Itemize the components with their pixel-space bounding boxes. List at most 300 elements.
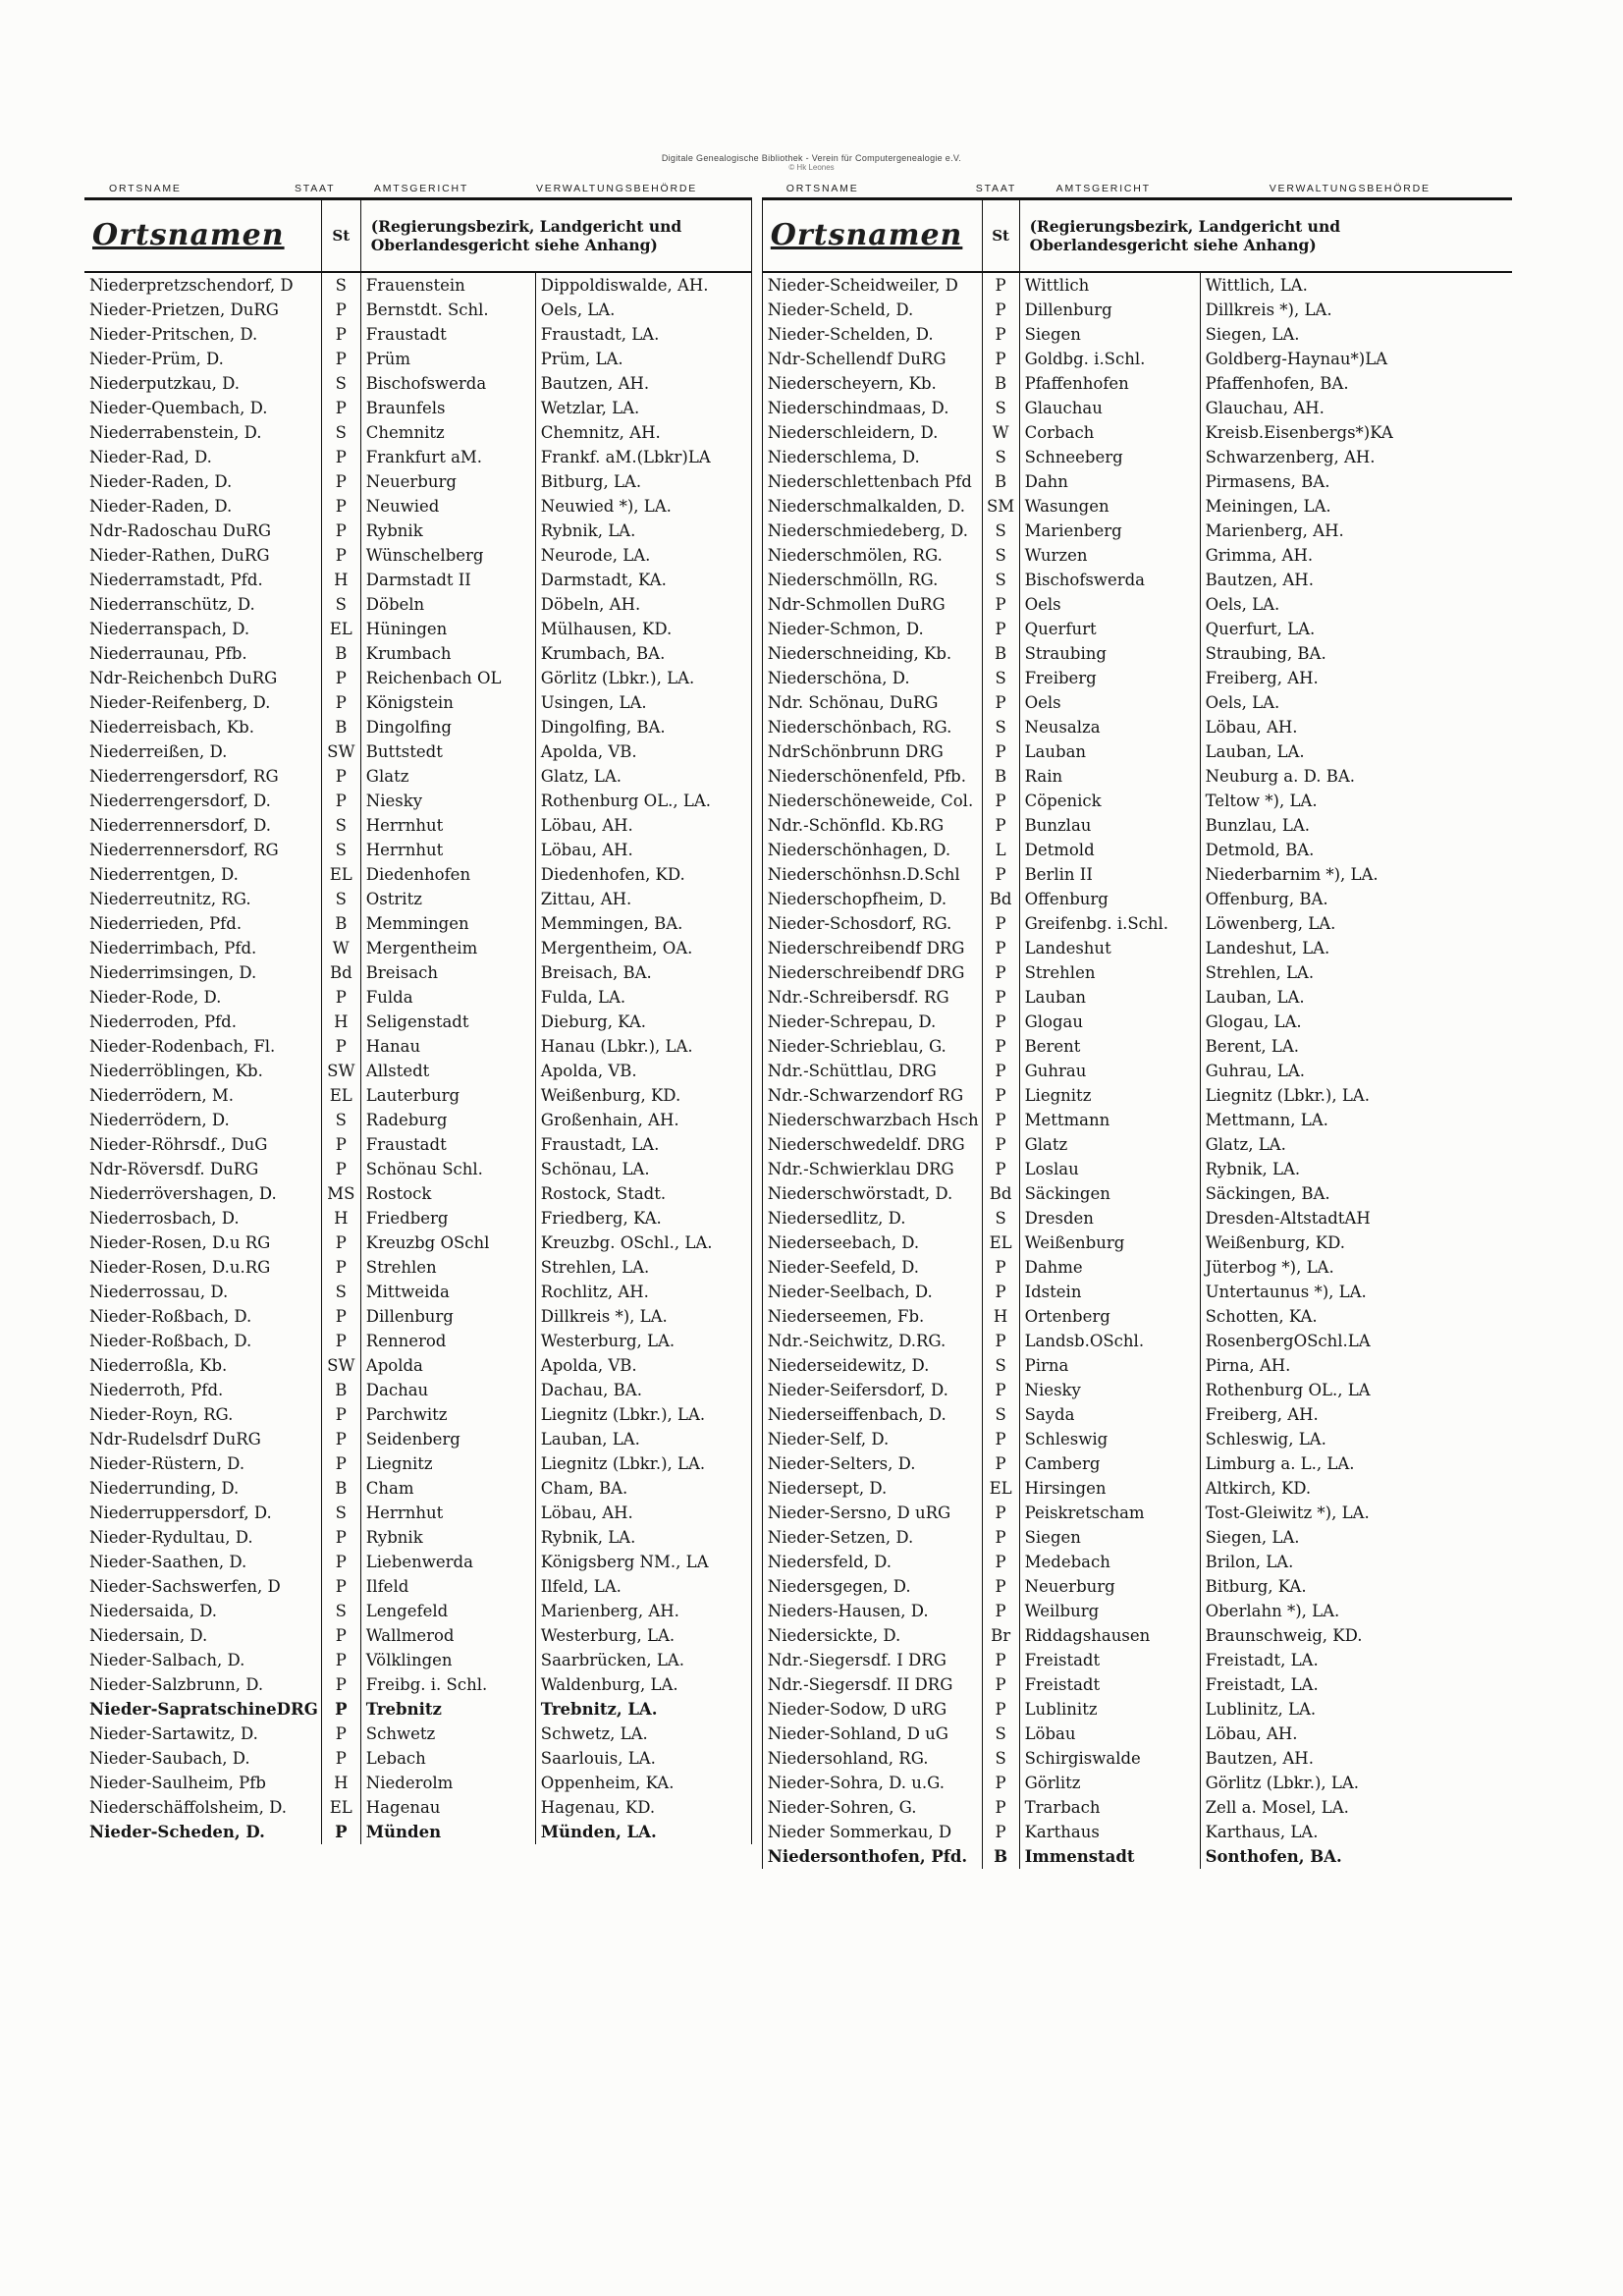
- ortsname-cell: Niederrengersdorf, RG: [89, 766, 279, 786]
- ortsname-cell: Niederruppersdorf, D.: [89, 1503, 272, 1522]
- amtsgericht-cell: Niederolm: [365, 1773, 454, 1792]
- ortsname-cell: Niederschönenfeld, Pfb.: [767, 766, 966, 786]
- table-row: [762, 519, 1512, 543]
- verwaltung-cell: Görlitz (Lbkr.), LA.: [1200, 1771, 1512, 1795]
- amtsgericht-cell: Chemnitz: [365, 422, 445, 442]
- staat-cell: P: [321, 789, 360, 813]
- ortsname-cell: Nieder-Schosdorf, RG.: [767, 913, 952, 933]
- table-row: [84, 617, 751, 641]
- table-row: [84, 1353, 751, 1378]
- ortsname-cell: Niederseiffenbach, D.: [767, 1404, 947, 1424]
- staat-cell: P: [982, 1550, 1019, 1574]
- amtsgericht-cell: Bischofswerda: [365, 373, 487, 393]
- ortsname-cell: Nieder-Reifenberg, D.: [89, 692, 271, 712]
- ortsname-cell: Nieder-Röhrsdf., DuG: [89, 1134, 268, 1154]
- staat-cell: P: [982, 617, 1019, 641]
- staat-cell: P: [982, 1574, 1019, 1599]
- staat-cell: EL: [982, 1476, 1019, 1501]
- amtsgericht-cell: Memmingen: [365, 913, 469, 933]
- ortsname-cell: Niederroth, Pfd.: [89, 1380, 224, 1399]
- ortsname-cell: Nieder-Scheden, D.: [89, 1822, 265, 1841]
- table-row: [84, 911, 751, 936]
- table-row: [84, 1697, 751, 1722]
- amtsgericht-cell: Friedberg: [365, 1208, 449, 1228]
- verwaltung-cell: Fulda, LA.: [535, 985, 751, 1010]
- amtsgericht-cell: Wünschelberg: [365, 545, 484, 565]
- verwaltung-cell: Neuburg a. D. BA.: [1200, 764, 1512, 789]
- table-row: [84, 1795, 751, 1820]
- table-row: [762, 690, 1512, 715]
- staat-cell: S: [982, 1206, 1019, 1230]
- digitization-watermark: [0, 153, 1623, 172]
- amtsgericht-cell: Marienberg: [1024, 520, 1122, 540]
- staat-cell: EL: [321, 1083, 360, 1108]
- table-row: [84, 1672, 751, 1697]
- verwaltung-cell: Saarbrücken, LA.: [535, 1648, 751, 1672]
- staat-cell: P: [982, 789, 1019, 813]
- table-row: [762, 1230, 1512, 1255]
- verwaltung-cell: Marienberg, AH.: [535, 1599, 751, 1623]
- amtsgericht-cell: Völklingen: [365, 1650, 453, 1669]
- ortsname-cell: Ndr.-Seichwitz, D.RG.: [767, 1331, 947, 1350]
- table-row: [84, 789, 751, 813]
- staat-cell: P: [982, 1451, 1019, 1476]
- amtsgericht-cell: Querfurt: [1024, 619, 1097, 638]
- staat-cell: EL: [321, 862, 360, 887]
- verwaltung-cell: Freiberg, AH.: [1200, 666, 1512, 690]
- staat-cell: P: [982, 1427, 1019, 1451]
- ortsname-cell: Niederrennersdorf, D.: [89, 815, 271, 835]
- table-row: [762, 862, 1512, 887]
- header-note-line1: (Regierungsbezirk, Landgericht und: [370, 216, 682, 236]
- table-row: [84, 519, 751, 543]
- ortsname-cell: Nieder-Setzen, D.: [767, 1527, 914, 1547]
- gazetteer-content: [84, 183, 1512, 1869]
- staat-cell: W: [982, 420, 1019, 445]
- verwaltung-cell: Schwetz, LA.: [535, 1722, 751, 1746]
- staat-cell: P: [321, 396, 360, 420]
- staat-cell: SM: [982, 494, 1019, 519]
- ortsname-cell: Nieder-Saulheim, Pfb: [89, 1773, 266, 1792]
- amtsgericht-cell: Karthaus: [1024, 1822, 1100, 1841]
- staat-cell: Bd: [982, 1181, 1019, 1206]
- amtsgericht-cell: Mittweida: [365, 1282, 450, 1301]
- staat-cell: P: [321, 666, 360, 690]
- label-verwaltungsbehoerde: VERWALTUNGSBEHÖRDE: [1269, 183, 1431, 194]
- verwaltung-cell: Münden, LA.: [535, 1820, 751, 1844]
- verwaltung-cell: Lublinitz, LA.: [1200, 1697, 1512, 1722]
- verwaltung-cell: Apolda, VB.: [535, 1059, 751, 1083]
- staat-cell: B: [321, 715, 360, 739]
- staat-cell: SW: [321, 1353, 360, 1378]
- verwaltung-cell: Rybnik, LA.: [535, 519, 751, 543]
- ortsname-cell: Nieder-Rathen, DuRG: [89, 545, 270, 565]
- staat-cell: P: [982, 1501, 1019, 1525]
- staat-cell: B: [321, 911, 360, 936]
- table-row: [762, 641, 1512, 666]
- table-row: [762, 1746, 1512, 1771]
- staat-cell: P: [321, 1157, 360, 1181]
- table-row: [84, 322, 751, 347]
- amtsgericht-cell: Bischofswerda: [1024, 570, 1146, 589]
- label-ortsname: ORTSNAME: [785, 183, 859, 194]
- table-row: [762, 960, 1512, 985]
- staat-cell: P: [982, 813, 1019, 838]
- amtsgericht-cell: Freibg. i. Schl.: [365, 1674, 488, 1694]
- amtsgericht-cell: Darmstadt II: [365, 570, 471, 589]
- ortsname-cell: Niederschlema, D.: [767, 447, 920, 466]
- ortsname-cell: Ndr.-Siegersdf. II DRG: [767, 1674, 953, 1694]
- verwaltung-cell: Wittlich, LA.: [1200, 272, 1512, 298]
- ortsname-cell: Niederrövershagen, D.: [89, 1183, 277, 1203]
- ortsname-cell: Niederrunding, D.: [89, 1478, 240, 1498]
- table-row: [762, 789, 1512, 813]
- table-row: [84, 1501, 751, 1525]
- staat-cell: P: [321, 1574, 360, 1599]
- table-row: [762, 1034, 1512, 1059]
- ortsname-cell: Niedersfeld, D.: [767, 1552, 893, 1571]
- header-note-line2: Oberlandesgericht siehe Anhang): [1029, 235, 1317, 254]
- ortsname-cell: Nieder-Roßbach, D.: [89, 1306, 252, 1326]
- ortsname-cell: Niederrödern, D.: [89, 1110, 230, 1129]
- verwaltung-cell: Liegnitz (Lbkr.), LA.: [535, 1402, 751, 1427]
- verwaltung-cell: Ilfeld, LA.: [535, 1574, 751, 1599]
- verwaltung-cell: Löbau, AH.: [535, 813, 751, 838]
- table-row: [84, 1181, 751, 1206]
- amtsgericht-cell: Wurzen: [1024, 545, 1088, 565]
- ortsname-cell: Niedersedlitz, D.: [767, 1208, 906, 1228]
- amtsgericht-cell: Herrnhut: [365, 815, 444, 835]
- ortsname-cell: Nieder-Rosen, D.u.RG: [89, 1257, 271, 1277]
- label-staat: STAAT: [975, 183, 1017, 194]
- verwaltung-cell: Löbau, AH.: [535, 1501, 751, 1525]
- ortsname-cell: Nieder-Self, D.: [767, 1429, 890, 1449]
- staat-cell: H: [321, 568, 360, 592]
- ortsname-cell: Nieders-Hausen, D.: [767, 1601, 929, 1620]
- table-body-right: [762, 272, 1512, 1869]
- ortsname-cell: Nieder-Sohren, G.: [767, 1797, 917, 1817]
- table-row: [84, 960, 751, 985]
- staat-header: St: [321, 199, 360, 272]
- table-row: [84, 1010, 751, 1034]
- amtsgericht-cell: Mergentheim: [365, 938, 478, 957]
- table-row: [762, 1525, 1512, 1550]
- amtsgericht-cell: Schleswig: [1024, 1429, 1109, 1449]
- amtsgericht-cell: Oels: [1024, 594, 1061, 614]
- amtsgericht-cell: Reichenbach OL: [365, 668, 502, 687]
- table-header-row: [84, 199, 751, 272]
- staat-cell: P: [321, 1304, 360, 1329]
- verwaltung-cell: Dillkreis *), LA.: [1200, 298, 1512, 322]
- verwaltung-cell: Schleswig, LA.: [1200, 1427, 1512, 1451]
- table-row: [762, 371, 1512, 396]
- ortsname-cell: Nieder-Selters, D.: [767, 1453, 916, 1473]
- verwaltung-cell: Lauban, LA.: [1200, 739, 1512, 764]
- staat-cell: Br: [982, 1623, 1019, 1648]
- ortsname-cell: Niedersaida, D.: [89, 1601, 218, 1620]
- table-row: [84, 764, 751, 789]
- amtsgericht-cell: Frankfurt aM.: [365, 447, 483, 466]
- table-row: [84, 1599, 751, 1623]
- staat-cell: B: [321, 641, 360, 666]
- ortsname-cell: Nieder-Raden, D.: [89, 471, 233, 491]
- table-row: [84, 1427, 751, 1451]
- table-row: [762, 1722, 1512, 1746]
- table-row: [84, 396, 751, 420]
- verwaltung-cell: Offenburg, BA.: [1200, 887, 1512, 911]
- staat-cell: P: [321, 1230, 360, 1255]
- ortsname-cell: Nieder-Sersno, D uRG: [767, 1503, 951, 1522]
- staat-cell: P: [982, 985, 1019, 1010]
- staat-cell: W: [321, 936, 360, 960]
- staat-cell: B: [982, 469, 1019, 494]
- amtsgericht-cell: Apolda: [365, 1355, 423, 1375]
- table-row: [84, 371, 751, 396]
- amtsgericht-cell: Görlitz: [1024, 1773, 1081, 1792]
- verwaltung-cell: Bautzen, AH.: [535, 371, 751, 396]
- staat-cell: P: [321, 1746, 360, 1771]
- verwaltung-cell: Apolda, VB.: [535, 1353, 751, 1378]
- ortsname-cell: Niederschreibendf DRG: [767, 938, 965, 957]
- table-row: [762, 543, 1512, 568]
- table-row: [84, 1746, 751, 1771]
- table-row: [84, 543, 751, 568]
- verwaltung-cell: Rothenburg OL., LA: [1200, 1378, 1512, 1402]
- verwaltung-cell: Marienberg, AH.: [1200, 519, 1512, 543]
- staat-cell: P: [982, 1083, 1019, 1108]
- amtsgericht-cell: Landsb.OSchl.: [1024, 1331, 1145, 1350]
- staat-cell: P: [321, 1255, 360, 1280]
- verwaltung-cell: Breisach, BA.: [535, 960, 751, 985]
- ortsname-cell: Nieder-Rydultau, D.: [89, 1527, 253, 1547]
- table-row: [762, 838, 1512, 862]
- ortsname-cell: Niederschleidern, D.: [767, 422, 939, 442]
- amtsgericht-cell: Prüm: [365, 349, 411, 368]
- staat-cell: P: [982, 1329, 1019, 1353]
- ortsname-cell: Ndr-Röversdf. DuRG: [89, 1159, 259, 1178]
- table-row: [762, 1280, 1512, 1304]
- table-row: [84, 1623, 751, 1648]
- staat-cell: S: [321, 272, 360, 298]
- verwaltung-cell: Oberlahn *), LA.: [1200, 1599, 1512, 1623]
- staat-cell: S: [982, 715, 1019, 739]
- ortsname-cell: Niederramstadt, Pfd.: [89, 570, 263, 589]
- amtsgericht-cell: Goldbg. i.Schl.: [1024, 349, 1146, 368]
- staat-cell: S: [982, 519, 1019, 543]
- amtsgericht-cell: Dresden: [1024, 1208, 1094, 1228]
- ortsname-cell: Niedersohland, RG.: [767, 1748, 929, 1768]
- table-row: [762, 1010, 1512, 1034]
- watermark-line2: © Hk Leones: [788, 163, 835, 172]
- amtsgericht-cell: Hanau: [365, 1036, 421, 1056]
- ortsname-cell: Niederreißen, D.: [89, 741, 228, 761]
- amtsgericht-cell: Mettmann: [1024, 1110, 1110, 1129]
- table-row: [84, 1378, 751, 1402]
- ortsname-cell: Ndr.-Schwarzendorf RG: [767, 1085, 964, 1105]
- staat-cell: P: [982, 862, 1019, 887]
- staat-cell: P: [982, 1378, 1019, 1402]
- amtsgericht-cell: Trebnitz: [365, 1699, 442, 1719]
- ortsname-cell: Niederschmölln, RG.: [767, 570, 939, 589]
- table-row: [762, 1795, 1512, 1820]
- amtsgericht-cell: Glatz: [1024, 1134, 1068, 1154]
- staat-cell: P: [321, 543, 360, 568]
- verwaltung-cell: Cham, BA.: [535, 1476, 751, 1501]
- table-row: [762, 1132, 1512, 1157]
- amtsgericht-cell: Liegnitz: [365, 1453, 433, 1473]
- amtsgericht-cell: Herrnhut: [365, 840, 444, 859]
- ortsname-cell: Ndr-Rudelsdrf DuRG: [89, 1429, 261, 1449]
- amtsgericht-cell: Dahme: [1024, 1257, 1083, 1277]
- table-row: [762, 1501, 1512, 1525]
- amtsgericht-cell: Seligenstadt: [365, 1011, 469, 1031]
- table-row: [762, 985, 1512, 1010]
- staat-cell: P: [321, 1329, 360, 1353]
- verwaltung-cell: Goldberg-Haynau*)LA: [1200, 347, 1512, 371]
- amtsgericht-cell: Cham: [365, 1478, 414, 1498]
- table-row: [762, 936, 1512, 960]
- table-row: [84, 592, 751, 617]
- amtsgericht-cell: Straubing: [1024, 643, 1107, 663]
- ortsname-cell: Niederroden, Pfd.: [89, 1011, 237, 1031]
- verwaltung-cell: Großenhain, AH.: [535, 1108, 751, 1132]
- amtsgericht-cell: Ortenberg: [1024, 1306, 1110, 1326]
- verwaltung-cell: Grimma, AH.: [1200, 543, 1512, 568]
- amtsgericht-cell: Freiberg: [1024, 668, 1097, 687]
- amtsgericht-cell: Pfaffenhofen: [1024, 373, 1129, 393]
- ortsname-cell: Niederrossau, D.: [89, 1282, 229, 1301]
- table-row: [84, 1820, 751, 1844]
- amtsgericht-cell: Strehlen: [1024, 962, 1096, 982]
- verwaltung-cell: Bitburg, LA.: [535, 469, 751, 494]
- amtsgericht-cell: Berent: [1024, 1036, 1081, 1056]
- verwaltung-cell: Löbau, AH.: [1200, 1722, 1512, 1746]
- header-note: [360, 199, 751, 272]
- amtsgericht-cell: Medebach: [1024, 1552, 1110, 1571]
- table-row: [762, 1181, 1512, 1206]
- verwaltung-cell: Kreuzbg. OSchl., LA.: [535, 1230, 751, 1255]
- table-row: [762, 1648, 1512, 1672]
- amtsgericht-cell: Niesky: [365, 791, 423, 810]
- table-row: [762, 1206, 1512, 1230]
- verwaltung-cell: Untertaunus *), LA.: [1200, 1280, 1512, 1304]
- ortsname-cell: Niederrengersdorf, D.: [89, 791, 271, 810]
- amtsgericht-cell: Niesky: [1024, 1380, 1081, 1399]
- ortsname-cell: Niederpretzschendorf, D: [89, 275, 294, 295]
- verwaltung-cell: Lauban, LA.: [535, 1427, 751, 1451]
- amtsgericht-cell: Frauenstein: [365, 275, 465, 295]
- verwaltung-cell: Meiningen, LA.: [1200, 494, 1512, 519]
- staat-cell: P: [321, 519, 360, 543]
- verwaltung-cell: Neurode, LA.: [535, 543, 751, 568]
- amtsgericht-cell: Lauban: [1024, 987, 1087, 1007]
- amtsgericht-cell: Königstein: [365, 692, 454, 712]
- section-script-title: Ortsnamen: [84, 199, 321, 272]
- amtsgericht-cell: Sayda: [1024, 1404, 1075, 1424]
- verwaltung-cell: Krumbach, BA.: [535, 641, 751, 666]
- ortsname-cell: Ndr-Reichenbch DuRG: [89, 668, 278, 687]
- amtsgericht-cell: Wallmerod: [365, 1625, 455, 1645]
- verwaltung-cell: Görlitz (Lbkr.), LA.: [535, 666, 751, 690]
- ortsname-cell: Niederschreibendf DRG: [767, 962, 965, 982]
- amtsgericht-cell: Loslau: [1024, 1159, 1079, 1178]
- amtsgericht-cell: Dillenburg: [365, 1306, 454, 1326]
- table-row: [762, 666, 1512, 690]
- amtsgericht-cell: Dahn: [1024, 471, 1068, 491]
- ortsname-cell: Nieder-Salzbrunn, D.: [89, 1674, 264, 1694]
- verwaltung-cell: Glauchau, AH.: [1200, 396, 1512, 420]
- amtsgericht-cell: Breisach: [365, 962, 439, 982]
- verwaltung-cell: Schwarzenberg, AH.: [1200, 445, 1512, 469]
- amtsgericht-cell: Lauterburg: [365, 1085, 460, 1105]
- table-row: [762, 813, 1512, 838]
- amtsgericht-cell: Fraustadt: [365, 1134, 447, 1154]
- amtsgericht-cell: Radeburg: [365, 1110, 448, 1129]
- verwaltung-cell: Berent, LA.: [1200, 1034, 1512, 1059]
- table-row: [84, 568, 751, 592]
- header-note-line2: Oberlandesgericht siehe Anhang): [370, 235, 658, 254]
- verwaltung-cell: Döbeln, AH.: [535, 592, 751, 617]
- ortsname-cell: Nieder-Rosen, D.u RG: [89, 1232, 271, 1252]
- table-row: [762, 911, 1512, 936]
- ortsname-cell: Niederranschütz, D.: [89, 594, 255, 614]
- left-table-section: [84, 183, 752, 1844]
- table-row: [84, 1329, 751, 1353]
- table-row: [84, 1550, 751, 1574]
- staat-cell: P: [321, 1132, 360, 1157]
- verwaltung-cell: Friedberg, KA.: [535, 1206, 751, 1230]
- staat-cell: P: [321, 1550, 360, 1574]
- amtsgericht-cell: Bernstdt. Schl.: [365, 300, 489, 319]
- amtsgericht-cell: Detmold: [1024, 840, 1095, 859]
- table-row: [762, 469, 1512, 494]
- table-row: [762, 1672, 1512, 1697]
- ortsname-cell: Ndr.-Schönfld. Kb.RG: [767, 815, 945, 835]
- table-row: [762, 1820, 1512, 1844]
- verwaltung-cell: Freistadt, LA.: [1200, 1648, 1512, 1672]
- table-body-left: [84, 272, 751, 1844]
- watermark-line1: Digitale Genealogische Bibliothek - Verein für Computergenealogie e.V.: [661, 153, 962, 163]
- table-row: [762, 1574, 1512, 1599]
- verwaltung-cell: Dieburg, KA.: [535, 1010, 751, 1034]
- amtsgericht-cell: Ilfeld: [365, 1576, 409, 1596]
- ortsname-cell: Nieder-SapratschineDRG: [89, 1699, 318, 1719]
- staat-cell: Bd: [321, 960, 360, 985]
- staat-cell: B: [982, 641, 1019, 666]
- staat-cell: B: [982, 1844, 1019, 1869]
- amtsgericht-cell: Buttstedt: [365, 741, 443, 761]
- verwaltung-cell: Chemnitz, AH.: [535, 420, 751, 445]
- staat-cell: P: [321, 1402, 360, 1427]
- table-row: [84, 1034, 751, 1059]
- ortsname-cell: Nieder-Rüstern, D.: [89, 1453, 245, 1473]
- ortsname-cell: Nieder-Rodenbach, Fl.: [89, 1036, 276, 1056]
- amtsgericht-cell: Siegen: [1024, 324, 1081, 344]
- table-row: [762, 494, 1512, 519]
- ortsname-cell: Niederreisbach, Kb.: [89, 717, 254, 737]
- staat-cell: P: [982, 1820, 1019, 1844]
- staat-cell: S: [982, 568, 1019, 592]
- amtsgericht-cell: Döbeln: [365, 594, 425, 614]
- verwaltung-cell: Limburg a. L., LA.: [1200, 1451, 1512, 1476]
- amtsgericht-cell: Braunfels: [365, 398, 446, 417]
- staat-cell: P: [982, 322, 1019, 347]
- verwaltung-cell: Waldenburg, LA.: [535, 1672, 751, 1697]
- verwaltung-cell: Löbau, AH.: [1200, 715, 1512, 739]
- verwaltung-cell: Glatz, LA.: [1200, 1132, 1512, 1157]
- staat-cell: S: [321, 592, 360, 617]
- amtsgericht-cell: Neuerburg: [1024, 1576, 1115, 1596]
